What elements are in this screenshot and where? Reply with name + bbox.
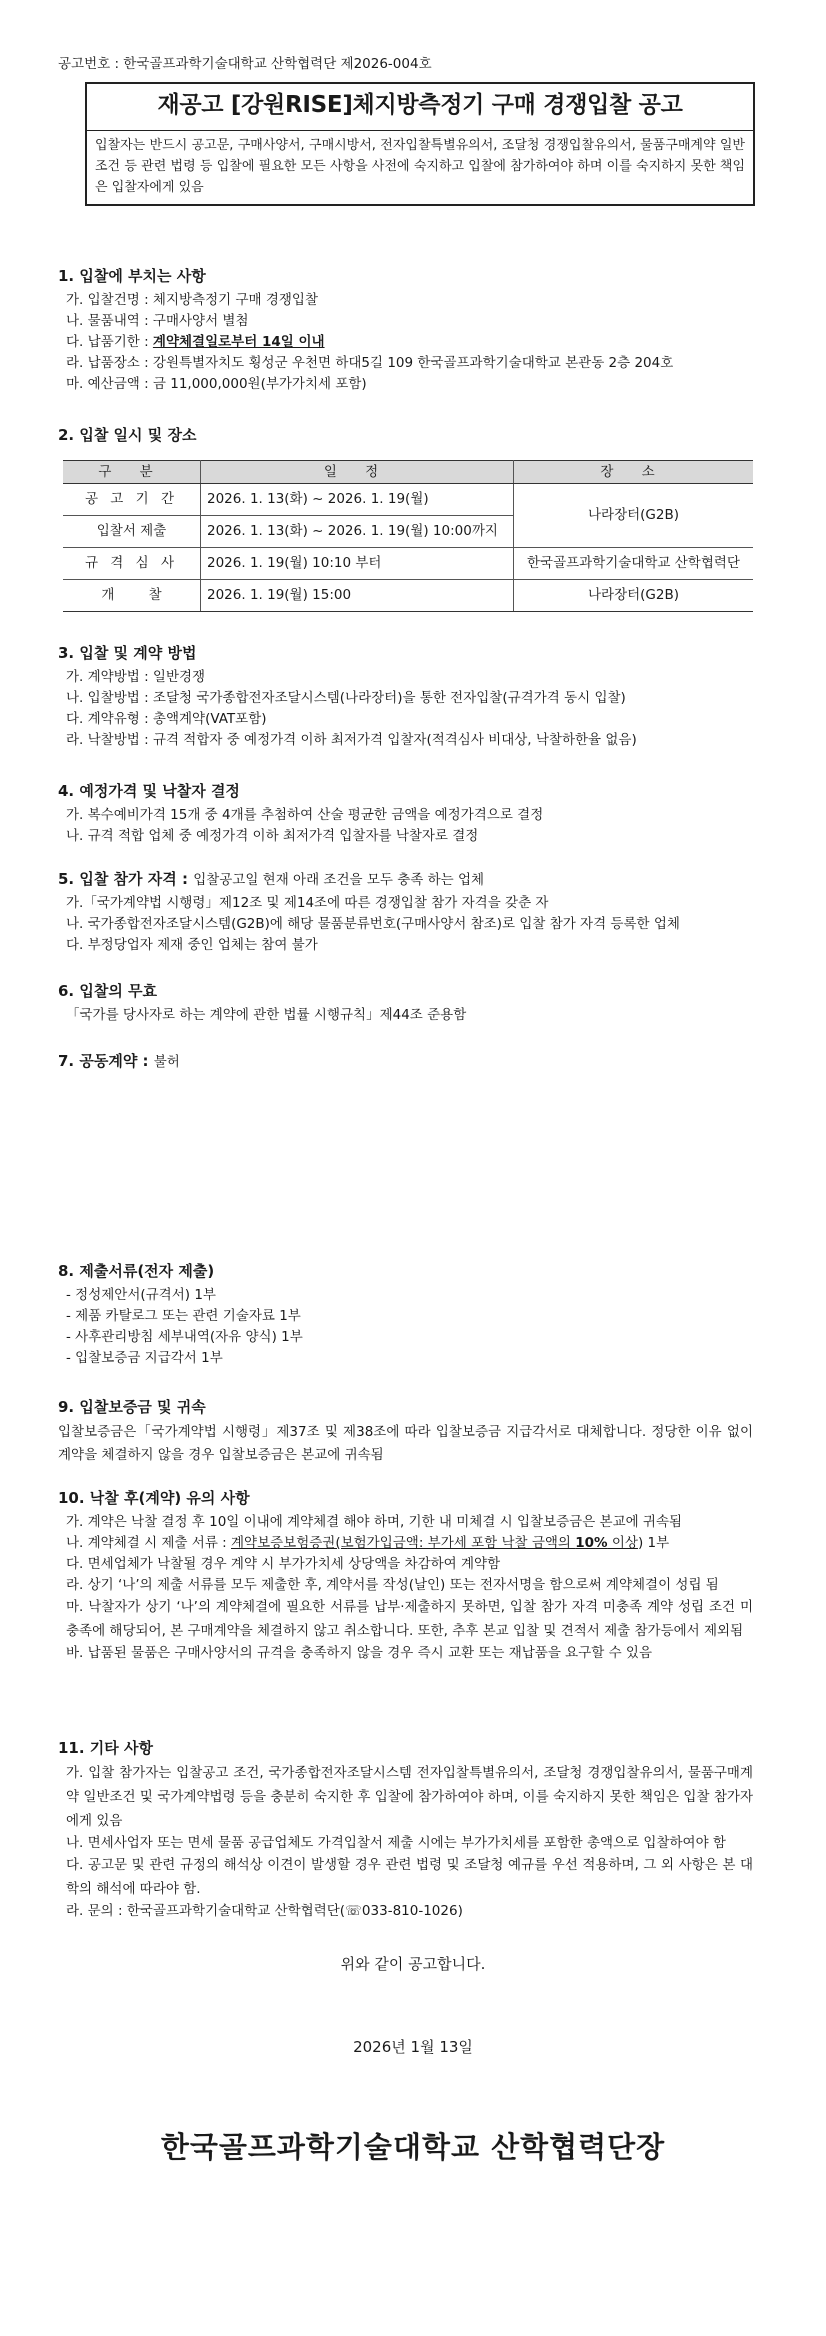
list-item: - 입찰보증금 지급각서 1부	[66, 1350, 223, 1367]
s10-item-c: 다. 면세업체가 낙찰될 경우 계약 시 부가가치세 상당액을 차감하여 계약함	[66, 1556, 501, 1573]
section-11-title: 11. 기타 사항	[58, 1739, 153, 1757]
list-item: - 사후관리방침 세부내역(자유 양식) 1부	[66, 1329, 303, 1346]
section-2-title: 2. 입찰 일시 및 장소	[58, 426, 197, 444]
title-box	[85, 82, 755, 206]
s11-item-d: 라. 문의 : 한국골프과학기술대학교 산학협력단(☏033-810-1026)	[66, 1903, 463, 1920]
schedule-header-place: 장 소	[514, 461, 754, 484]
notice-date: 2026년 1월 13일	[353, 2038, 473, 2056]
table-row	[63, 548, 753, 580]
schedule-row-label: 규 격 심 사	[63, 548, 201, 580]
s1-item-e: 마. 예산금액 : 금 11,000,000원(부가가치세 포함)	[66, 375, 367, 392]
table-row	[63, 484, 753, 516]
schedule-row-date: 2026. 1. 13(화) ~ 2026. 1. 19(월) 10:00까지	[201, 516, 514, 548]
s3-item-d: 라. 낙찰방법 : 규격 적합자 중 예정가격 이하 최저가격 입찰자(적격심사 비대상, 낙찰하한율 없음)	[66, 732, 637, 749]
s5-item-c: 다. 부정당업자 제재 중인 업체는 참여 불가	[66, 937, 318, 954]
s10-item-d: 라. 상기 ‘나’의 제출 서류를 모두 제출한 후, 계약서를 작성(날인) 또는 전자서명을 함으로써 계약체결이 성립 됨	[66, 1577, 719, 1594]
schedule-row-date: 2026. 1. 19(월) 15:00	[201, 580, 514, 612]
s11-item-c: 다. 공고문 및 관련 규정의 해석상 이견이 발생할 경우 관련 법령 및 조달청 예규를 우선 적용하며, 그 외 사항은 본 대학의 해석에 따라야 함.	[66, 1857, 753, 1897]
section-5-title	[58, 868, 753, 891]
closing-statement: 위와 같이 공고합니다.	[340, 1955, 486, 1973]
section-8	[58, 1260, 753, 1369]
list-item: - 제품 카탈로그 또는 관련 기술자료 1부	[66, 1308, 301, 1325]
guarantee-requirement-tail: 이상	[607, 1535, 638, 1552]
section-4-title: 4. 예정가격 및 낙찰자 결정	[58, 782, 240, 800]
schedule-row-label: 개 찰	[63, 580, 201, 612]
s10-item-b	[66, 1533, 753, 1554]
schedule-table	[63, 460, 753, 612]
s3-item-a: 가. 계약방법 : 일반경쟁	[66, 669, 206, 686]
s3-item-c: 다. 계약유형 : 총액계약(VAT포함)	[66, 711, 267, 728]
section-7-title	[58, 1050, 753, 1073]
section-6	[58, 980, 753, 1026]
section-3	[58, 642, 753, 751]
s11-item-b: 나. 면세사업자 또는 면세 물품 공급업체도 가격입찰서 제출 시에는 부가가치세를 포함한 총액으로 입찰하여야 함	[66, 1835, 726, 1852]
schedule-header-category: 구 분	[63, 461, 201, 484]
section-7	[58, 1050, 753, 1075]
s1-item-c	[66, 332, 753, 353]
notice-title: 재공고 [강원RISE]체지방측정기 구매 경쟁입찰 공고	[87, 84, 753, 131]
schedule-row-label: 공 고 기 간	[63, 484, 201, 516]
schedule-row-date: 2026. 1. 19(월) 10:10 부터	[201, 548, 514, 580]
section-8-title: 8. 제출서류(전자 제출)	[58, 1262, 215, 1280]
s6-item-a: 「국가를 당사자로 하는 계약에 관한 법률 시행규칙」제44조 준용함	[66, 1007, 467, 1024]
s4-item-a: 가. 복수예비가격 15개 중 4개를 추첨하여 산술 평균한 금액을 예정가격으로 결정	[66, 807, 544, 824]
section-2	[58, 424, 753, 449]
section-9-title: 9. 입찰보증금 및 귀속	[58, 1398, 206, 1416]
guarantee-percent: 10%	[575, 1535, 608, 1552]
section-1	[58, 265, 753, 395]
s1-item-a: 가. 입찰건명 : 체지방측정기 구매 경쟁입찰	[66, 292, 318, 309]
s1-item-b: 나. 물품내역 : 구매사양서 별첨	[66, 313, 249, 330]
s10-item-b-suffix: ) 1부	[637, 1535, 670, 1552]
section-11	[58, 1737, 753, 1922]
s3-item-b: 나. 입찰방법 : 조달청 국가종합전자조달시스템(나라장터)을 통한 전자입찰(규격가격 동시 입찰)	[66, 690, 626, 707]
section-7-title-main: 7. 공동계약 :	[58, 1052, 154, 1070]
s5-item-b: 나. 국가종합전자조달시스템(G2B)에 해당 물품분류번호(구매사양서 참조)로 입찰 참가 자격 등록한 업체	[66, 916, 680, 933]
section-1-title: 1. 입찰에 부치는 사항	[58, 267, 206, 285]
section-3-title: 3. 입찰 및 계약 방법	[58, 644, 197, 662]
delivery-deadline: 계약체결일로부터 14일 이내	[152, 334, 325, 351]
section-6-title: 6. 입찰의 무효	[58, 982, 158, 1000]
table-row	[63, 580, 753, 612]
schedule-header-date: 일 정	[201, 461, 514, 484]
s10-item-f: 바. 납품된 물품은 구매사양서의 규격을 충족하지 않을 경우 즉시 교환 또는 재납품을 요구할 수 있음	[66, 1645, 653, 1662]
s10-item-a: 가. 계약은 낙찰 결정 후 10일 이내에 계약체결 해야 하며, 기한 내 미체결 시 입찰보증금은 본교에 귀속됨	[66, 1514, 683, 1531]
schedule-row-place: 한국골프과학기술대학교 산학협력단	[514, 548, 754, 580]
section-10-title: 10. 낙찰 후(계약) 유의 사항	[58, 1489, 250, 1507]
section-5-title-main: 5. 입찰 참가 자격 :	[58, 870, 194, 888]
s10-item-b-label: 나. 계약체결 시 제출 서류 :	[66, 1535, 231, 1552]
section-9	[58, 1396, 753, 1468]
schedule-row-label: 입찰서 제출	[63, 516, 201, 548]
s10-item-e: 마. 낙찰자가 상기 ‘나’의 계약체결에 필요한 서류를 납부·제출하지 못하면, 입찰 참가 자격 미충족 계약 성립 조건 미충족에 해당되어, 본 구매계약을 체결하지 않고 취소합니다. 또한, 추후 본교 입찰 및 견적서 제출 참가등에서 제외됨	[66, 1598, 753, 1639]
intro-text: 입찰자는 반드시 공고문, 구매사양서, 구매시방서, 전자입찰특별유의서, 조달청 경쟁입찰유의서, 물품구매계약 일반조건 등 관련 법령 등 입찰에 필요한 모든 사항을 사전에 숙지하고 입찰에 참가하여야 하며 이를 숙지하지 못한 책임은 입찰자에게 있음	[95, 137, 745, 195]
notice-number: 공고번호 : 한국골프과학기술대학교 산학협력단 제2026-004호	[58, 56, 432, 72]
section-10	[58, 1487, 753, 1664]
schedule-row-place: 나라장터(G2B)	[514, 484, 754, 548]
guarantee-requirement: 계약보증보험증권(보험가입금액: 부가세 포함 낙찰 금액의	[231, 1535, 576, 1552]
schedule-row-place: 나라장터(G2B)	[514, 580, 754, 612]
s1-item-c-label: 다. 납품기한 :	[66, 334, 153, 351]
s4-item-b: 나. 규격 적합 업체 중 예정가격 이하 최저가격 입찰자를 낙찰자로 결정	[66, 828, 479, 845]
section-5-title-sub: 입찰공고일 현재 아래 조건을 모두 충족 하는 업체	[193, 872, 485, 888]
section-5	[58, 868, 753, 956]
section-4	[58, 780, 753, 847]
s9-text: 입찰보증금은「국가계약법 시행령」제37조 및 제38조에 따라 입찰보증금 지급각서로 대체합니다. 정당한 이유 없이 계약을 체결하지 않을 경우 입찰보증금은 본교에 귀속됨	[58, 1424, 753, 1464]
s5-item-a: 가.「국가계약법 시행령」제12조 및 제14조에 따른 경쟁입찰 참가 자격을 갖춘 자	[66, 895, 549, 912]
schedule-header-row	[63, 461, 753, 484]
issuer-signature: 한국골프과학기술대학교 산학협력단장	[160, 2130, 666, 2164]
s11-item-a: 가. 입찰 참가자는 입찰공고 조건, 국가종합전자조달시스템 전자입찰특별유의서, 조달청 경쟁입찰유의서, 물품구매계약 일반조건 및 국가계약법령 등을 충분히 숙지한 후 입찰에 참가하여야 하며, 이를 숙지하지 못한 책임은 입찰 참가자에게 있음	[66, 1765, 753, 1829]
list-item: - 정성제안서(규격서) 1부	[66, 1287, 216, 1304]
joint-contract-value: 불허	[153, 1054, 180, 1070]
schedule-row-date: 2026. 1. 13(화) ~ 2026. 1. 19(월)	[201, 484, 514, 516]
s1-item-d: 라. 납품장소 : 강원특별자치도 횡성군 우천면 하대5길 109 한국골프과학기술대학교 본관동 2층 204호	[66, 355, 674, 372]
